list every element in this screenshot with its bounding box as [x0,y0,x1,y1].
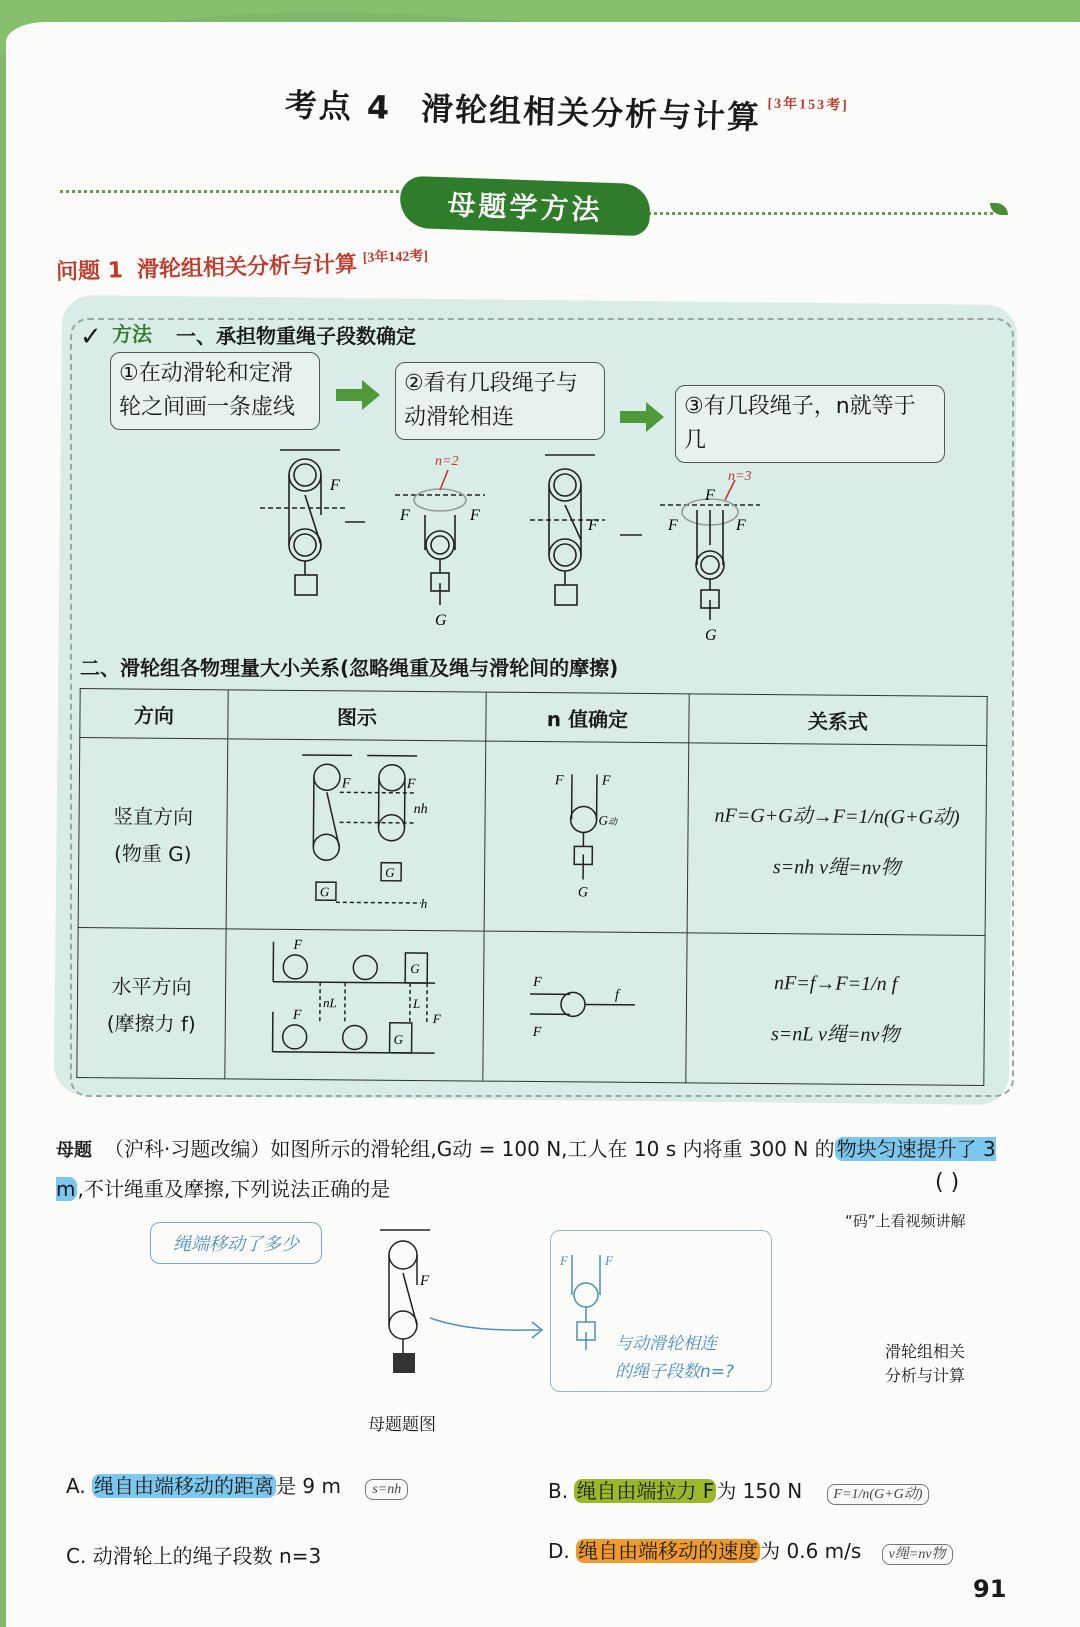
problem-highlight: 物块匀速提升了 3 m [56,1137,996,1201]
diagram-cell [225,929,484,1081]
question-frequency: [3年142考] [362,249,429,266]
video-hint: “码”上看视频讲解 [845,1212,966,1230]
svg-text:G动: G动 [598,812,618,828]
svg-text:F: F [532,1025,542,1041]
svg-text:G: G [319,884,329,900]
header-n-value: n 值确定 [486,692,689,743]
pulley-diagrams-n-determination [260,440,780,655]
svg-text:F: F [406,776,416,792]
svg-text:F: F [420,1273,430,1289]
svg-text:G: G [384,864,395,880]
svg-text:F: F [668,517,678,534]
problem-text: 如图所示的滑轮组,G动 = 100 N,工人在 10 s 内将重 300 N 的 [270,1137,835,1161]
svg-text:F: F [588,517,598,534]
option-c[interactable] [66,1540,321,1569]
vertical-n-diagram [546,764,627,905]
svg-text:G: G [435,612,447,629]
side-tag-line-1: 滑轮组相关 [885,1342,966,1361]
option-highlight: 绳自由端拉力 F [576,1479,715,1503]
svg-text:L: L [412,995,420,1012]
header-formula: 关系式 [689,694,987,746]
step-3: ③有几段绳子，n就等于几 [675,385,945,463]
section1-title: 一、承担物重绳子段数确定 [176,324,416,348]
check-icon: ✓ [80,322,102,352]
option-letter: A. [66,1474,86,1498]
formula-distance-speed: s=nL v绳=nv物 [770,1022,900,1046]
option-text: 为 150 N [716,1479,803,1503]
step-2: ②看有几段绳子与动滑轮相连 [395,362,605,440]
n-value-cell [483,931,687,1083]
figure-caption: 母题题图 [368,1415,436,1435]
svg-text:F: F [601,773,611,789]
banner-dotted-line-left [60,190,405,193]
header-diagram: 图示 [228,690,486,741]
title-frequency: [3年153考] [767,96,849,114]
problem-tag: 母题 [56,1140,92,1161]
svg-text:F: F [605,1253,613,1268]
table-row [77,928,985,1086]
problem-statement [56,1130,1016,1208]
header-direction: 方向 [80,689,228,739]
svg-text:n=2: n=2 [435,454,459,469]
direction-label: 竖直方向 [113,803,194,829]
section-banner: 母题学方法 [399,176,651,237]
formula-cell [686,933,985,1086]
svg-text:F: F [330,477,340,494]
direction-cell [77,928,226,1079]
direction-sub: (物重 G) [113,840,192,866]
option-letter: C. [66,1544,87,1568]
n-value-cell [484,741,689,933]
title-text: 滑轮组相关分析与计算 [420,89,762,137]
direction-cell [78,738,228,929]
option-letter: D. [548,1539,570,1563]
handwritten-note: 绳端移动了多少 [150,1222,322,1264]
svg-text:h: h [420,896,427,912]
option-text: 动滑轮上的绳子段数 n=3 [92,1544,322,1568]
kaodian-number: 4 [366,88,392,127]
svg-text:F: F [400,507,410,524]
svg-text:F: F [341,776,351,792]
callout-line-2: 的绳子段数n=? [615,1362,735,1382]
page-number: 91 [973,1575,1007,1603]
svg-text:F: F [533,975,542,991]
vertical-pulley-diagram [270,747,441,918]
svg-text:F: F [292,1007,301,1023]
problem-text-end: ,不计绳重及摩擦,下列说法正确的是 [77,1177,391,1201]
svg-text:F: F [705,487,715,504]
option-highlight: 绳自由端移动的距离 [94,1474,275,1498]
callout-line-1: 与动滑轮相连 [615,1334,717,1354]
svg-text:F: F [554,773,564,789]
kaodian-label: 考点 [284,86,354,126]
callout-text [615,1330,734,1386]
relationship-table [76,688,987,1086]
option-note: F=1/n(G+G动) [827,1484,930,1505]
svg-text:G: G [577,885,589,901]
option-b[interactable] [548,1475,929,1504]
callout-arrow-icon [430,1310,550,1340]
option-note: s=nh [365,1479,408,1500]
svg-text:F: F [292,937,302,953]
diagram-cell [226,739,486,931]
option-a[interactable] [66,1470,408,1499]
banner-dotted-line-right [648,212,993,215]
svg-text:F: F [432,1011,441,1027]
option-highlight: 绳自由端移动的速度 [578,1539,759,1563]
side-tag [885,1340,965,1388]
svg-text:F: F [560,1253,568,1268]
horizontal-pulley-diagram [264,937,445,1069]
question-title: 滑轮组相关分析与计算 [136,252,358,283]
horizontal-n-diagram [525,964,646,1045]
svg-text:G: G [705,627,717,644]
option-note: v绳=nv物 [882,1544,953,1565]
question-label: 问题 1 [55,258,124,285]
svg-text:G: G [393,1031,403,1047]
formula-distance-speed: s=nh v绳=nv物 [772,855,901,879]
callout-pulley-diagram [560,1250,620,1360]
arrow-right-icon [620,402,664,432]
side-tag-line-2: 分析与计算 [885,1366,966,1385]
svg-text:f: f [614,987,620,1003]
formula-force: nF=G+G动→F=1/n(G+G动) [714,804,960,829]
svg-text:F: F [736,517,746,534]
formula-force: nF=f→F=1/n f [774,971,898,995]
option-text: 为 0.6 m/s [760,1539,862,1563]
svg-text:nh: nh [413,801,428,818]
arrow-right-icon [336,380,380,410]
svg-text:n=3: n=3 [728,469,752,484]
option-text: 是 9 m [276,1474,341,1498]
table-row [78,738,987,936]
option-letter: B. [548,1479,569,1503]
section2-title: 二、滑轮组各物理量大小关系(忽略绳重及绳与滑轮间的摩擦) [80,656,619,680]
svg-text:G: G [409,960,420,977]
method-label: 方法 [112,322,152,346]
formula-cell [687,743,987,936]
option-d[interactable] [548,1535,953,1564]
direction-label: 水平方向 [111,973,192,999]
table-header-row [80,689,987,746]
step-1: ①在动滑轮和定滑轮之间画一条虚线 [110,352,320,430]
answer-paren: ( ) [935,1170,960,1195]
svg-text:nL: nL [322,995,337,1011]
direction-sub: (摩擦力 f) [106,1010,196,1036]
svg-text:F: F [470,507,480,524]
problem-source: （沪科·习题改编） [104,1137,271,1161]
problem-pulley-diagram [375,1225,435,1395]
